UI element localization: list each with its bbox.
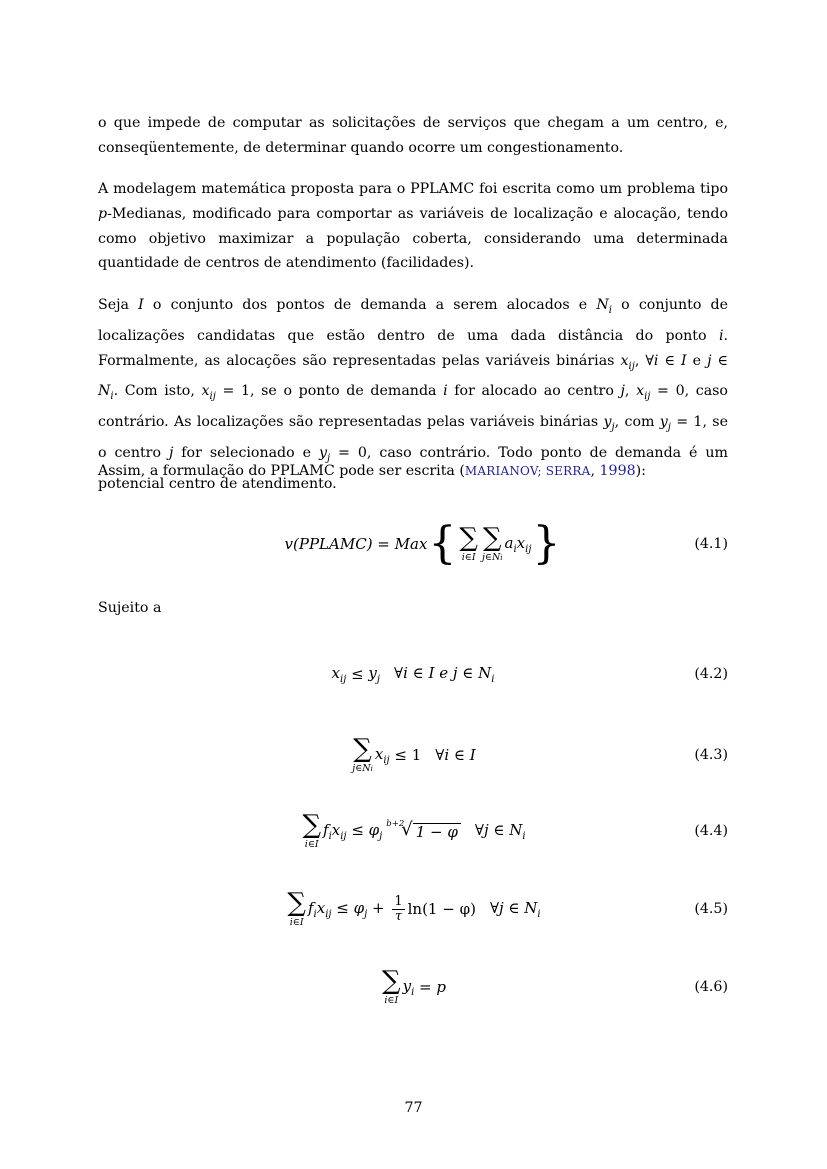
eq2-y xyxy=(368,664,380,685)
eq6-rhs: = p xyxy=(414,978,446,996)
eq6-y xyxy=(403,977,415,998)
eq6-y-sub: i xyxy=(411,986,415,998)
eq5-phi-sub: j xyxy=(364,908,368,920)
eq5-rel: ≤ φ xyxy=(331,898,365,917)
p3-seg: = 0, caso contrário. Todo ponto de demanda é um potencial centro de atendimento. xyxy=(98,444,728,492)
eq4-x-sub: ij xyxy=(340,830,347,842)
eq3-rhs: ≤ 1 xyxy=(389,746,422,764)
eq2-y-base: y xyxy=(368,663,377,682)
math-i: i xyxy=(653,352,659,369)
eq2-x xyxy=(332,664,347,685)
eq5-f-sub: i xyxy=(313,908,317,920)
math-Ni: $N_i$ xyxy=(596,297,612,316)
sum-limit-sub: i xyxy=(370,764,373,773)
eq4-rel: ≤ φ xyxy=(346,820,380,839)
math-xij: $x_{ij}$ xyxy=(620,352,635,372)
frac-denominator: τ xyxy=(394,908,403,924)
paragraph-1 xyxy=(98,111,728,161)
p4-seg: Assim, a formulação do PPLAMC pode ser escrita ( xyxy=(98,463,465,479)
math-i: i xyxy=(443,383,448,400)
eq6-y-base: y xyxy=(402,976,412,995)
equation-number: (4.2) xyxy=(694,666,728,682)
eq5-x-sub: ij xyxy=(325,908,332,920)
p3-seg: o conjunto de localizações candidatas que estão dentro de uma dada distância do ponto xyxy=(98,297,729,344)
left-brace: { xyxy=(428,518,457,569)
p3-seg: , com xyxy=(614,414,660,431)
eq1-a-sub: i xyxy=(513,543,517,555)
paragraph-1-text: o que impede de computar as solicitações de serviços que chegam a um centro, e, conseqüentemente, de determinar quando ocorre um congestionamento. xyxy=(98,115,728,156)
math-xij: $x_{ij}$ xyxy=(636,383,651,403)
equation-number: (4.6) xyxy=(694,979,728,995)
equation-number: (4.3) xyxy=(694,747,728,763)
eq5-x-base: x xyxy=(316,898,326,917)
eq2-cond xyxy=(394,664,494,685)
paragraph-2 xyxy=(98,177,728,276)
eq2-x-sub: ij xyxy=(340,673,347,685)
right-brace: } xyxy=(532,518,561,569)
eq3-x-base: x xyxy=(374,744,384,763)
math-Ni: $N_i$ xyxy=(98,383,114,403)
eq4-phi xyxy=(347,821,383,842)
nth-root: b+2 √ 1 − φ xyxy=(386,821,461,841)
p4-seg: ): xyxy=(635,463,646,479)
eq4-f xyxy=(323,821,347,842)
eq4-phi-sub: j xyxy=(379,830,383,842)
sum-limit: j∈N xyxy=(481,551,501,563)
eq2-rel: ≤ xyxy=(346,665,369,683)
eq5-cond-text: ∀j ∈ N xyxy=(489,898,538,917)
root-content: 1 − φ xyxy=(413,823,461,841)
eq5-cond-sub: i xyxy=(537,908,541,920)
subject-to xyxy=(98,596,728,621)
math-j: j xyxy=(168,444,174,461)
fraction xyxy=(392,895,404,924)
sum-limit: i∈I xyxy=(461,552,476,563)
math-j: j xyxy=(707,352,712,369)
eq2-x-base: x xyxy=(331,663,340,682)
p3-seg: = 0, caso contrário. As localizações são representadas pelas variáveis binárias xyxy=(98,383,728,431)
sum-limit: i∈I xyxy=(289,917,304,928)
p3-seg: . Com isto, xyxy=(113,383,202,400)
p3-seg: , xyxy=(624,383,637,400)
math-yj: $y_j$ xyxy=(659,414,671,434)
eq2-cond-sub: i xyxy=(491,673,495,685)
math-yj: $y_j$ xyxy=(603,414,615,434)
paragraph-4 xyxy=(98,459,728,484)
eq3-cond: ∀i ∈ I xyxy=(435,746,476,764)
sum-symbol: ∑ j∈Ni xyxy=(481,522,503,563)
p3-seg: for alocado ao centro xyxy=(447,383,621,400)
equation-number: (4.5) xyxy=(694,901,728,917)
p3-seg: . Formalmente, as alocações são representadas pelas variáveis binárias xyxy=(98,327,728,369)
math-p: p xyxy=(98,205,108,222)
eq5-f-base: f xyxy=(307,898,314,917)
sum-limit: i∈I xyxy=(304,839,319,850)
eq3-x-sub: ij xyxy=(383,754,390,766)
p3-seg: ∈ xyxy=(658,352,681,369)
eq5-cond xyxy=(490,899,541,920)
sum-limit: i∈I xyxy=(384,995,399,1006)
sum-limit: j∈N xyxy=(352,762,371,774)
eq1-term xyxy=(505,534,532,555)
math-yj: $y_j$ xyxy=(318,444,331,464)
sum-symbol: ∑ j∈Ni xyxy=(352,733,373,774)
eq4-x-base: x xyxy=(331,820,341,839)
p3-seg: , ∀ xyxy=(634,352,654,369)
page-number: 77 xyxy=(404,1100,423,1116)
eq1-lhs: v(PPLAMC) = Max xyxy=(284,535,428,553)
citation-authors[interactable]: MARIANOV; SERRA xyxy=(464,464,591,478)
paragraph-2-text-a: A modelagem matemática proposta para o PPLAMC foi escrita como um problema tipo xyxy=(98,181,728,197)
equation-4-5 xyxy=(98,879,728,939)
eq5-f xyxy=(308,899,332,920)
eq4-cond xyxy=(475,821,526,842)
sum-symbol: ∑ i∈I xyxy=(287,888,306,928)
eq4-f-base: f xyxy=(323,820,329,839)
equation-4-1 xyxy=(98,514,728,574)
math-xij: $x_{ij}$ xyxy=(201,383,216,403)
sum-symbol: ∑ i∈I xyxy=(382,966,401,1006)
citation-link[interactable] xyxy=(465,463,636,479)
p3-seg: = 1, se o centro xyxy=(98,414,728,461)
p3-seg: Seja xyxy=(98,297,139,313)
eq5-ln: ln(1 − φ) xyxy=(407,900,476,918)
math-I: I xyxy=(138,297,144,313)
math-I: I xyxy=(681,352,687,369)
equation-4-4 xyxy=(98,801,728,861)
eq2-y-sub: j xyxy=(376,673,381,685)
sum-limit-sub: i xyxy=(500,553,503,562)
eq5-plus: + xyxy=(367,898,390,917)
equation-4-6 xyxy=(98,957,728,1017)
citation-year[interactable]: 1998 xyxy=(599,463,636,479)
eq1-x: x xyxy=(516,533,526,552)
eq2-cond-text: ∀i ∈ I e j ∈ N xyxy=(394,663,492,682)
p3-seg: = 1, se o ponto de demanda xyxy=(215,383,444,400)
eq3-x xyxy=(375,745,390,766)
paragraph-2-text-b: -Medianas, modificado para comportar as variáveis de localização e alocação, tendo como objetivo maximizar a população coberta, considerando uma determinada quantidade de centros de atendimento (facilidades). xyxy=(98,205,728,272)
eq4-cond-sub: i xyxy=(522,830,526,842)
eq5-phi xyxy=(332,899,390,920)
equation-4-2 xyxy=(98,644,728,704)
p3-seg: o conjunto dos pontos de demanda a serem alocados e xyxy=(143,297,597,313)
equation-4-3 xyxy=(98,725,728,785)
eq4-f-sub: i xyxy=(328,830,332,842)
p3-seg: for selecionado e xyxy=(173,444,319,461)
frac-numerator: 1 xyxy=(394,893,403,909)
p3-seg: ∈ xyxy=(711,352,728,369)
eq1-a: a xyxy=(504,533,514,552)
equation-number: (4.1) xyxy=(694,536,728,552)
eq4-cond-text: ∀j ∈ N xyxy=(474,820,523,839)
math-i: i xyxy=(718,327,724,344)
sum-symbol: ∑ i∈I xyxy=(459,523,478,563)
sum-symbol: ∑ i∈I xyxy=(302,810,321,850)
p3-seg: e xyxy=(686,352,708,369)
root-index: b+2 xyxy=(386,819,405,829)
math-j: j xyxy=(620,383,625,400)
eq1-x-sub: ij xyxy=(525,543,532,555)
citation-sep: , xyxy=(590,463,600,479)
equation-number: (4.4) xyxy=(694,823,728,839)
subject-to-text: Sujeito a xyxy=(98,600,162,616)
